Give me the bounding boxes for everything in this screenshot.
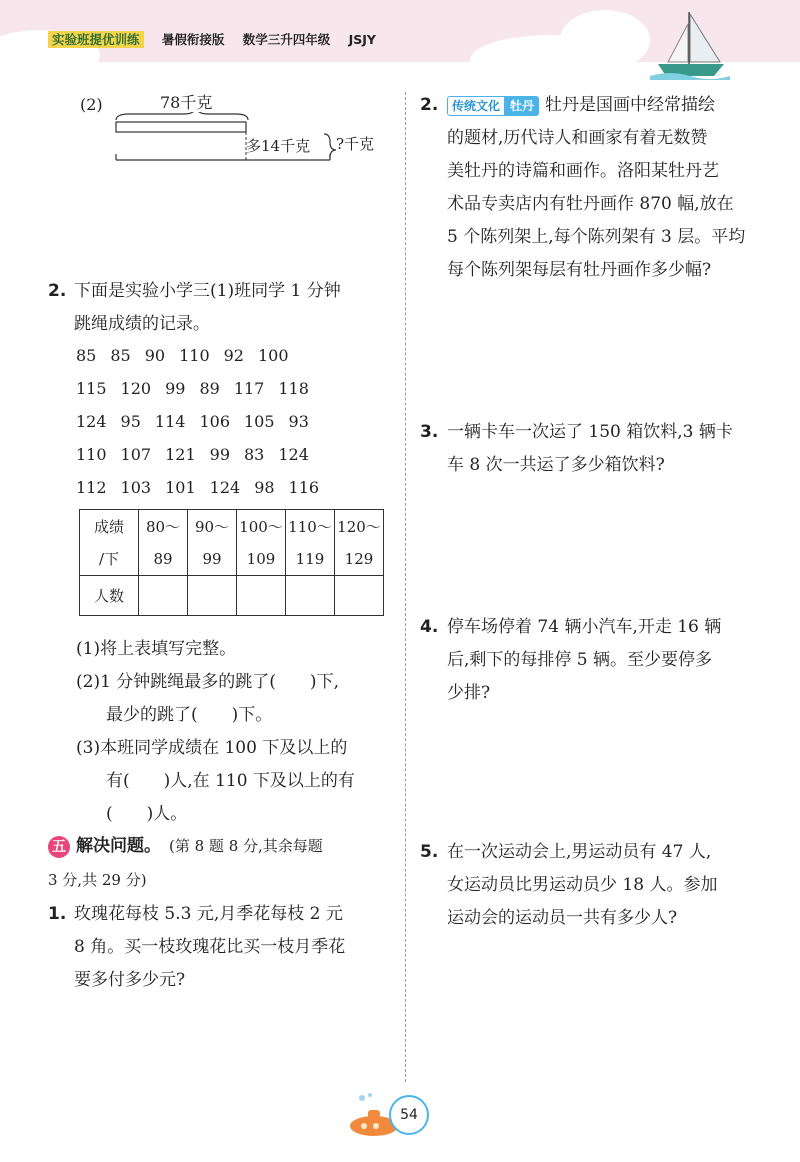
score-value: 116 <box>288 478 320 497</box>
r-q4-text-line2: 后,剩下的每排停 5 辆。至少要停多 <box>447 650 713 670</box>
score-value: 89 <box>199 379 220 398</box>
table-count-cell[interactable] <box>188 576 237 616</box>
table-count-cell[interactable] <box>237 576 286 616</box>
r-q2-text-line6: 每个陈列架每层有牡丹画作多少幅? <box>447 260 712 280</box>
r-q4-text-line1: 停车场停着 74 辆小汽车,开走 16 辆 <box>447 617 722 637</box>
r-q2-number: 2. <box>420 95 439 115</box>
score-value: 92 <box>223 346 244 365</box>
table-count-cell[interactable] <box>286 576 335 616</box>
score-value: 115 <box>76 379 107 398</box>
q2-number: 2. <box>48 281 67 301</box>
score-value: 98 <box>254 478 275 497</box>
sailboat-icon <box>650 10 730 80</box>
r-q2-line1 <box>447 89 715 122</box>
score-value: 110 <box>76 445 107 464</box>
score-value: 85 <box>76 346 97 365</box>
table-range-top: 90～ <box>188 510 237 543</box>
score-value: 83 <box>244 445 265 464</box>
r-q5-text-line3: 运动会的运动员一共有多少人? <box>447 908 678 928</box>
score-value: 106 <box>199 412 230 431</box>
score-value: 124 <box>76 412 107 431</box>
q2-text-line1: 下面是实验小学三(1)班同学 1 分钟 <box>74 281 341 301</box>
q2-sub3-line3: ( )人。 <box>106 804 188 824</box>
q1-text-line3: 要多付多少元? <box>74 970 186 990</box>
table-header-count: 人数 <box>80 576 139 616</box>
score-value: 121 <box>165 445 196 464</box>
table-range-top: 80～ <box>139 510 188 543</box>
table-range-bottom: 109 <box>237 543 286 576</box>
section-number-badge: 五 <box>48 836 70 858</box>
q1-text-line2: 8 角。买一枝玫瑰花比买一枝月季花 <box>74 937 346 957</box>
r-q3-text-line2: 车 8 次一共运了多少箱饮料? <box>447 455 665 475</box>
r-q5-number: 5. <box>420 842 439 862</box>
score-value: 124 <box>209 478 241 497</box>
r-q2-text-line3: 美牡丹的诗篇和画作。洛阳某牡丹艺 <box>447 161 719 181</box>
r-q2-text-line5: 5 个陈列架上,每个陈列架有 3 层。平均 <box>447 227 746 247</box>
score-row <box>76 372 333 405</box>
table-range-top: 120～ <box>335 510 384 543</box>
page-header <box>0 0 800 62</box>
score-value: 95 <box>120 412 141 431</box>
q2-text-line2: 跳绳成绩的记录。 <box>74 314 210 334</box>
section-note-line2: 3 分,共 29 分) <box>48 871 147 889</box>
diagram-diff: 多14千克 <box>246 137 311 155</box>
r-q2-text-line1: 牡丹是国画中经常描绘 <box>545 95 716 115</box>
score-value: 112 <box>76 478 107 497</box>
score-value: 105 <box>244 412 275 431</box>
book-code: JSJY <box>348 32 376 47</box>
table-range-bottom: 129 <box>335 543 384 576</box>
r-q5-text-line2: 女运动员比男运动员少 18 人。参加 <box>447 875 718 895</box>
r-q3-number: 3. <box>420 422 439 442</box>
score-row <box>76 471 333 504</box>
diagram-label: (2) <box>80 95 103 114</box>
score-value: 99 <box>209 445 230 464</box>
score-value: 85 <box>110 346 131 365</box>
score-value: 118 <box>278 379 309 398</box>
table-header-unit: /下 <box>80 543 139 576</box>
diagram-top-value: 78千克 <box>160 93 213 112</box>
score-value: 100 <box>257 346 289 365</box>
r-q4-number: 4. <box>420 617 439 637</box>
score-value: 110 <box>179 346 210 365</box>
score-value: 107 <box>120 445 152 464</box>
q2-sub2-line2: 最少的跳了( )下。 <box>106 705 273 725</box>
q1-number: 1. <box>48 904 67 924</box>
table-range-bottom: 89 <box>139 543 188 576</box>
header-cloud <box>560 10 650 70</box>
table-range-bottom: 99 <box>188 543 237 576</box>
score-row <box>76 405 333 438</box>
book-subject: 数学三升四年级 <box>242 32 331 47</box>
score-value: 124 <box>278 445 309 464</box>
table-range-bottom: 119 <box>286 543 335 576</box>
page-number: 54 <box>389 1095 429 1135</box>
r-q2-text-line4: 术品专卖店内有牡丹画作 870 幅,放在 <box>447 194 734 214</box>
table-count-cell[interactable] <box>139 576 188 616</box>
score-records <box>76 339 333 504</box>
table-range-top: 100～ <box>237 510 286 543</box>
table-range-top: 110～ <box>286 510 335 543</box>
score-value: 114 <box>154 412 186 431</box>
r-q5-text-line1: 在一次运动会上,男运动员有 47 人, <box>447 842 712 862</box>
q1-text-line1: 玫瑰花每枝 5.3 元,月季花每枝 2 元 <box>74 904 343 924</box>
score-value: 103 <box>120 478 152 497</box>
book-brand: 实验班提优训练 <box>48 31 144 48</box>
tag-traditional-culture: 传统文化 <box>447 96 505 116</box>
section-title: 解决问题。 <box>76 836 161 856</box>
score-value: 90 <box>144 346 166 365</box>
table-header-score: 成绩 <box>80 510 139 543</box>
score-row <box>76 339 333 372</box>
section-heading <box>48 830 323 863</box>
column-divider <box>405 92 406 1082</box>
score-value: 120 <box>120 379 152 398</box>
r-q4-text-line3: 少排? <box>447 683 491 703</box>
q2-sub2-line1: (2)1 分钟跳绳最多的跳了( )下, <box>76 672 339 692</box>
diagram-unknown: ?千克 <box>336 135 375 153</box>
q2-sub3-line1: (3)本班同学成绩在 100 下及以上的 <box>76 738 348 758</box>
score-table <box>79 509 384 616</box>
score-value: 99 <box>165 379 186 398</box>
tag-peony: 牡丹 <box>505 96 539 116</box>
q2-sub1: (1)将上表填写完整。 <box>76 639 237 659</box>
r-q3-text-line1: 一辆卡车一次运了 150 箱饮料,3 辆卡 <box>447 422 733 442</box>
line-segment-diagram <box>110 112 350 172</box>
header-text <box>48 30 390 48</box>
score-value: 101 <box>165 478 196 497</box>
section-note: (第 8 题 8 分,其余每题 <box>169 837 323 855</box>
table-count-cell[interactable] <box>335 576 384 616</box>
score-row <box>76 438 333 471</box>
q2-sub3-line2: 有( )人,在 110 下及以上的有 <box>106 771 355 791</box>
r-q2-text-line2: 的题材,历代诗人和画家有着无数赞 <box>447 128 708 148</box>
score-value: 93 <box>288 412 309 431</box>
score-value: 117 <box>233 379 265 398</box>
book-edition: 暑假衔接版 <box>161 32 225 47</box>
